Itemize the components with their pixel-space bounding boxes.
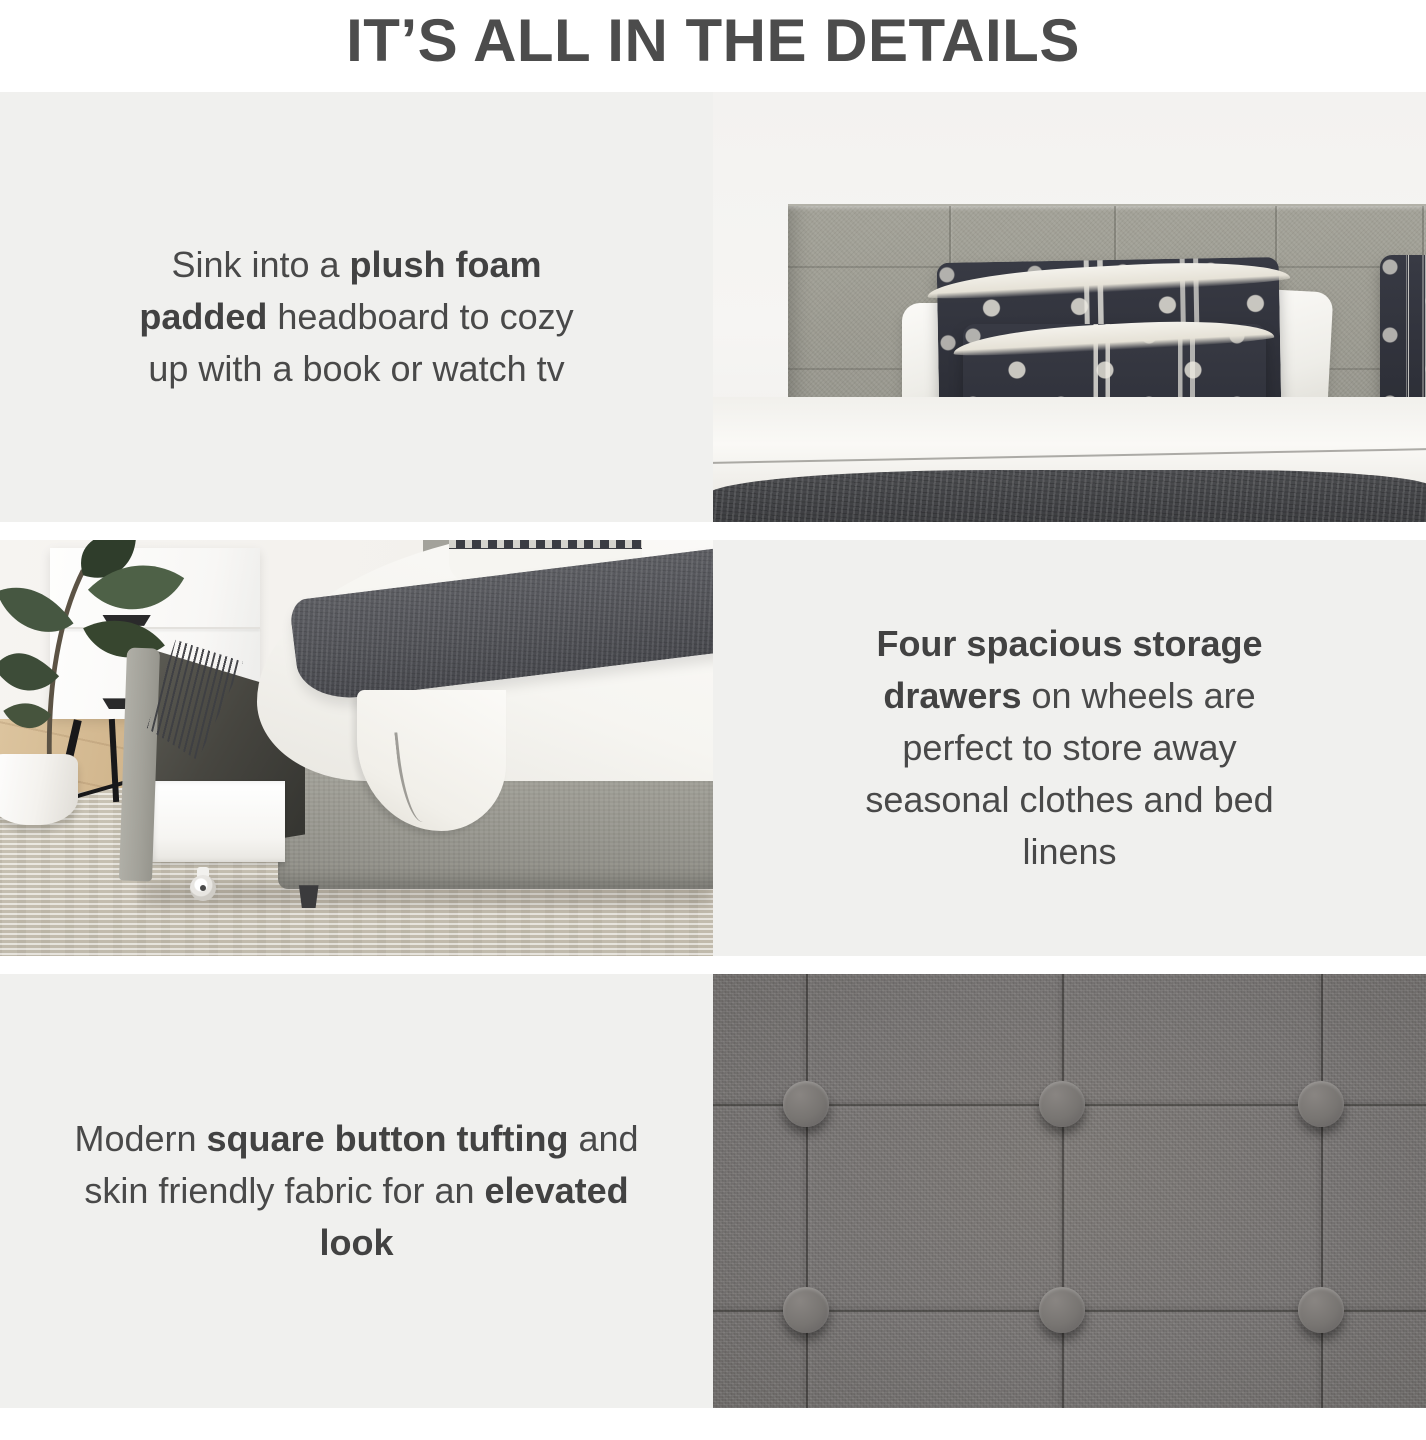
tufting-button (1298, 1081, 1344, 1127)
text-panel-plush-headboard (0, 92, 713, 522)
page-title: IT’S ALL IN THE DETAILS (346, 6, 1080, 74)
feature-row-storage-drawers (0, 540, 1426, 956)
pillow-white-band (926, 256, 1290, 301)
storage-drawer-box (150, 781, 285, 862)
tufting-button (1039, 1081, 1085, 1127)
headboard-pillows-photo (713, 92, 1426, 522)
feature-text-button-tufting: Modern square button tufting and skin friendly fabric for an elevated look (74, 1118, 639, 1263)
feature-row-plush-headboard (0, 92, 1426, 522)
white-planter-pot (0, 754, 78, 825)
tufting-button (1298, 1287, 1344, 1333)
tufting-button (783, 1081, 829, 1127)
feature-text-storage-drawers: Four spacious storage drawers on wheels are perfect to store away seasonal clothes and bed linens (865, 623, 1274, 872)
pillow-pattern-band (449, 540, 642, 548)
tufting-seam (806, 974, 808, 1408)
text-panel-storage-drawers (713, 540, 1426, 956)
wheel-hub (200, 885, 206, 891)
feature-row-button-tufting (0, 974, 1426, 1408)
title-band (0, 0, 1426, 92)
sheet-fold-line (713, 448, 1426, 464)
tufted-fabric-closeup-photo (713, 974, 1426, 1408)
text-panel-button-tufting (0, 974, 713, 1408)
tufting-button (1039, 1287, 1085, 1333)
feature-text-plush-headboard: Sink into a plush foam padded headboard to cozy up with a book or watch tv (139, 244, 574, 389)
tufting-seam (1062, 974, 1064, 1408)
storage-drawer-bed-photo (0, 540, 713, 956)
tufting-button (783, 1287, 829, 1333)
dark-gray-blanket (713, 470, 1426, 522)
tufting-seam (1321, 974, 1323, 1408)
drawer-caster-wheel (190, 867, 216, 901)
